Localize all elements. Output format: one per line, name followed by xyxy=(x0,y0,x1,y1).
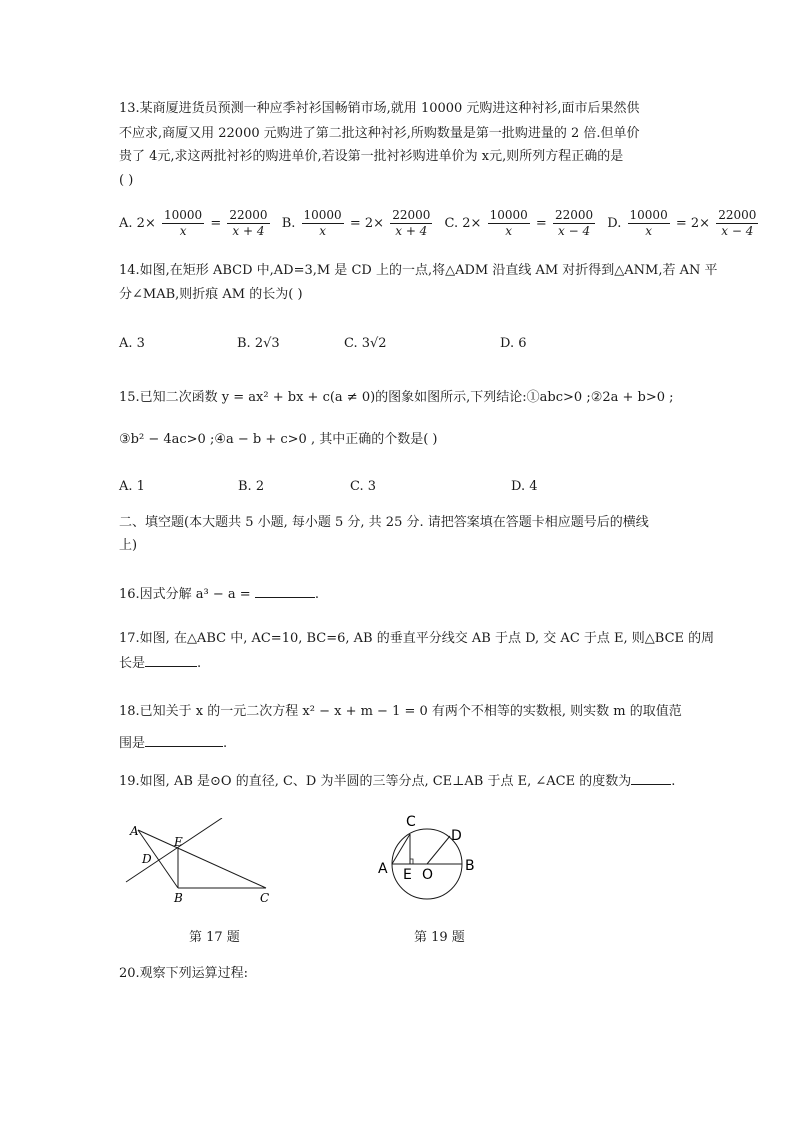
q14-line-2: 分∠MAB,则折痕 AM 的长为( ) xyxy=(119,287,303,302)
frac-numerator: 22000 xyxy=(554,208,594,222)
q13-option-c-coef: 2× xyxy=(462,216,482,231)
q13-option-c-eq: = xyxy=(535,216,547,231)
q13-option-a-coef: 2× xyxy=(136,216,156,231)
q15-line-2: ③b² − 4ac>0 ;④a − b + c>0 , 其中正确的个数是( ) xyxy=(119,432,438,447)
q13-option-a-frac-2 xyxy=(227,208,269,239)
figure-17-triangle-diagram xyxy=(118,818,278,908)
fig19-label-a: A xyxy=(378,861,388,877)
q13-option-a-eq: = xyxy=(210,216,222,231)
frac-denominator: x + 4 xyxy=(395,224,428,238)
q13-line-4: ( ) xyxy=(119,173,134,188)
q13-option-d xyxy=(607,208,760,239)
q16-period: . xyxy=(314,587,319,602)
fig17-perpendicular-bisector xyxy=(126,818,222,882)
section-2-heading-line-1: 二、填空题(本大题共 5 小题, 每小题 5 分, 共 25 分. 请把答案填在答题卡相应题号后的横线 xyxy=(119,515,649,530)
q14-option-b: B. 2√3 xyxy=(237,336,280,351)
q16-answer-blank[interactable] xyxy=(255,585,315,598)
q18-line-2 xyxy=(119,734,227,753)
frac-numerator: 10000 xyxy=(163,208,203,222)
fig17-segment-ac xyxy=(138,830,266,888)
q13-option-b-label: B. xyxy=(281,216,296,231)
q13-line-3: 贵了 4元,求这两批衬衫的购进单价,若设第一批衬衫购进单价为 x元,则所列方程正确的是 xyxy=(119,149,624,164)
q17-line-2 xyxy=(119,654,201,673)
q13-option-a xyxy=(119,208,272,239)
section-2-heading-line-2: 上) xyxy=(119,538,138,553)
q13-line-1: 13.某商厦进货员预测一种应季衬衫国畅销市场,就用 10000 元购进这种衬衫,面市后果然供 xyxy=(119,101,640,116)
q17-period: . xyxy=(197,656,202,671)
q15-option-c: C. 3 xyxy=(350,479,377,494)
q17-text-2: 长是 xyxy=(119,656,146,671)
q19-text: 19.如图, AB 是⊙O 的直径, C、D 为半圆的三等分点, CE⊥AB 于点 E, ∠ACE 的度数为 xyxy=(119,774,632,789)
frac-numerator: 22000 xyxy=(718,208,757,222)
fig19-label-d: D xyxy=(451,828,462,844)
q19-answer-blank[interactable] xyxy=(631,772,671,785)
q18-answer-blank[interactable] xyxy=(145,734,223,747)
q13-option-d-label: D. xyxy=(607,216,622,231)
q13-option-c-frac-2 xyxy=(553,208,595,239)
q13-line-2: 不应求,商厦又用 22000 元购进了第二批这种衬衫,所购数量是第一批购进量的 2 倍.但单价 xyxy=(119,126,640,141)
frac-numerator: 22000 xyxy=(392,208,431,222)
q13-option-b-eq: = 2× xyxy=(349,216,385,231)
q15-option-b: B. 2 xyxy=(238,479,265,494)
fig19-chord-ac xyxy=(392,834,410,864)
q15-option-a: A. 1 xyxy=(119,479,145,494)
q18-period: . xyxy=(223,736,228,751)
fig19-label-c: C xyxy=(406,814,416,830)
q13-option-c-label: C. xyxy=(444,216,459,231)
fig19-label-o: O xyxy=(422,867,434,883)
figure-19-caption: 第 19 题 xyxy=(414,930,465,945)
q18-text-2: 围是 xyxy=(119,736,146,751)
q13-option-d-frac-1 xyxy=(628,208,670,239)
q14-line-1: 14.如图,在矩形 ABCD 中,AD=3,M 是 CD 上的一点,将△ADM 沿直线 AM 对折得到△ANM,若 AN 平 xyxy=(119,263,718,278)
frac-numerator: 10000 xyxy=(629,208,668,222)
q17-line-1: 17.如图, 在△ABC 中, AC=10, BC=6, AB 的垂直平分线交 AB 于点 D, 交 AC 于点 E, 则△BCE 的周 xyxy=(119,631,715,646)
fig19-radius-od xyxy=(427,836,450,864)
q17-answer-blank[interactable] xyxy=(145,654,197,667)
q14-option-c: C. 3√2 xyxy=(344,336,387,351)
frac-denominator: x − 4 xyxy=(721,224,754,238)
q16-line xyxy=(119,585,319,604)
q19-period: . xyxy=(671,774,676,789)
fig19-label-b: B xyxy=(465,858,475,874)
figure-17-caption: 第 17 题 xyxy=(189,930,240,945)
q14-option-a: A. 3 xyxy=(119,336,145,351)
frac-denominator: x xyxy=(319,224,326,238)
q19-line-1 xyxy=(119,772,675,791)
fig17-label-e: E xyxy=(174,835,183,849)
frac-numerator: 10000 xyxy=(303,208,342,222)
q13-options xyxy=(119,208,766,239)
q13-option-d-frac-2 xyxy=(716,208,758,239)
q14-option-d: D. 6 xyxy=(500,336,527,351)
frac-denominator: x − 4 xyxy=(558,224,591,238)
q13-option-b xyxy=(282,208,435,239)
q20-line-1: 20.观察下列运算过程: xyxy=(119,966,249,981)
fig17-label-c: C xyxy=(260,891,270,905)
fig17-label-a: A xyxy=(130,824,139,838)
figure-19-circle-diagram xyxy=(372,810,482,910)
q16-text: 16.因式分解 a³ − a = xyxy=(119,587,251,602)
q15-option-d: D. 4 xyxy=(511,479,538,494)
fig17-label-b: B xyxy=(174,891,183,905)
fig17-label-d: D xyxy=(142,852,152,866)
q13-option-c xyxy=(445,208,598,239)
frac-denominator: x xyxy=(179,224,187,238)
q15-line-1: 15.已知二次函数 y = ax² + bx + c(a ≠ 0)的图象如图所示,下列结论:①abc>0 ;②2a + b>0 ; xyxy=(119,390,674,405)
frac-numerator: 22000 xyxy=(229,208,268,222)
frac-denominator: x + 4 xyxy=(232,224,265,238)
frac-denominator: x xyxy=(505,224,513,238)
frac-denominator: x xyxy=(645,224,653,238)
q13-option-b-frac-1 xyxy=(302,208,344,239)
frac-numerator: 10000 xyxy=(489,208,528,222)
q13-option-b-frac-2 xyxy=(390,208,432,239)
q18-line-1: 18.已知关于 x 的一元二次方程 x² − x + m − 1 = 0 有两个不相等的实数根, 则实数 m 的取值范 xyxy=(119,704,682,719)
q13-option-a-frac-1 xyxy=(162,208,204,239)
q13-option-d-eq: = 2× xyxy=(675,216,711,231)
q13-option-c-frac-1 xyxy=(488,208,530,239)
q13-option-a-label: A. xyxy=(119,216,133,231)
fig19-label-e: E xyxy=(403,867,412,883)
